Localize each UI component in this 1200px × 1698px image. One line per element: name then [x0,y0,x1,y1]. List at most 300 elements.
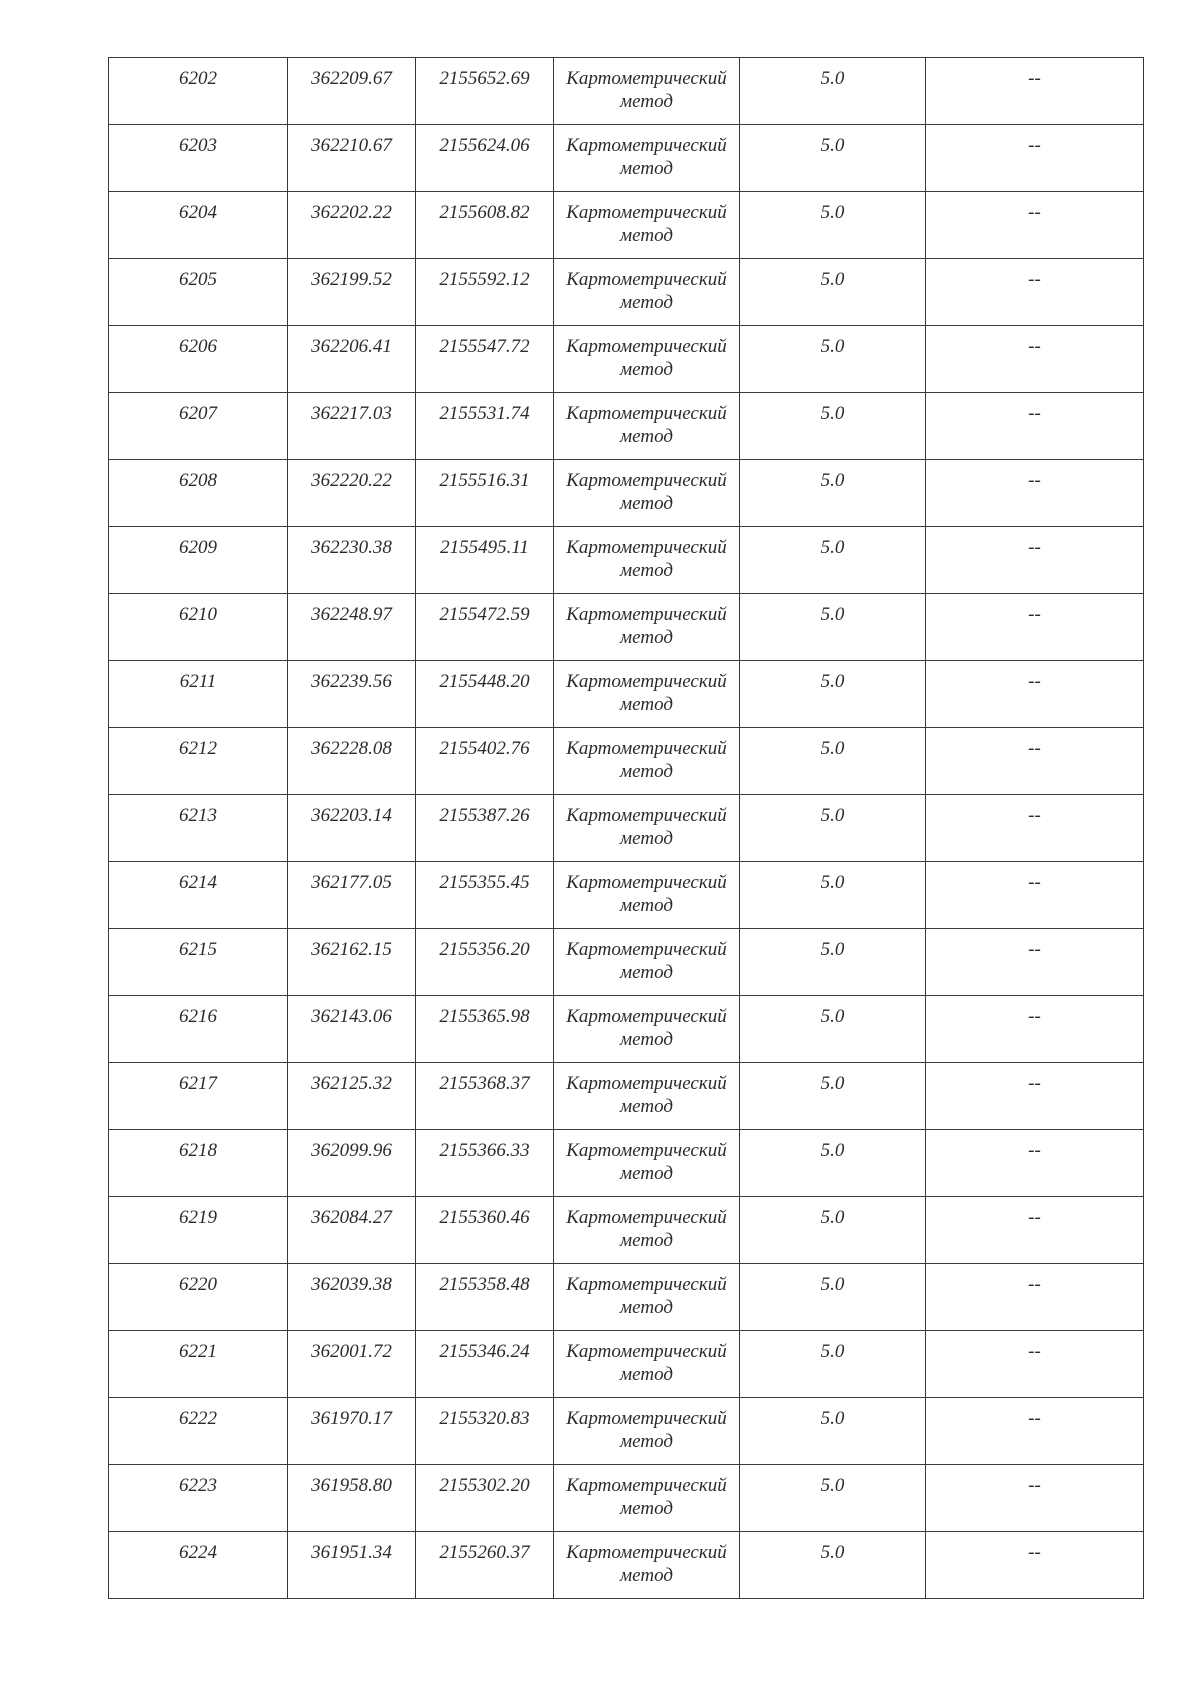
description-cell [926,125,1144,192]
point-number-cell-text: 6205 [179,269,217,290]
point-number-cell [109,192,288,259]
table-row [109,1331,1144,1398]
description-cell [926,996,1144,1063]
point-number-cell-text: 6215 [179,939,217,960]
coordinate-x-cell [288,125,416,192]
description-cell [926,1063,1144,1130]
description-cell [926,393,1144,460]
method-cell-text: Картометрический метод [566,537,727,581]
coordinate-y-cell [416,1331,554,1398]
coordinate-y-cell [416,1130,554,1197]
accuracy-cell-text: 5.0 [820,269,845,290]
table-row [109,259,1144,326]
point-number-cell-text: 6204 [179,202,217,223]
coordinate-y-cell-text: 2155531.74 [439,403,530,424]
coordinate-y-cell [416,1264,554,1331]
coordinate-y-cell-text: 2155402.76 [439,738,530,759]
coordinate-x-cell-text: 362210.67 [311,135,392,156]
coordinate-y-cell-text: 2155387.26 [439,805,530,826]
description-cell [926,259,1144,326]
point-number-cell-text: 6219 [179,1207,217,1228]
method-cell-text: Картометрический метод [566,1475,727,1519]
description-cell-text: -- [1028,872,1041,893]
coordinate-x-cell [288,527,416,594]
point-number-cell [109,1331,288,1398]
point-number-cell-text: 6214 [179,872,217,893]
coordinate-x-cell [288,1532,416,1599]
method-cell-text: Картометрический метод [566,135,727,179]
description-cell [926,728,1144,795]
coordinate-x-cell [288,326,416,393]
accuracy-cell [740,326,926,393]
point-number-cell-text: 6207 [179,403,217,424]
table-row [109,125,1144,192]
table-row [109,58,1144,125]
coordinate-x-cell [288,1264,416,1331]
accuracy-cell [740,661,926,728]
coordinate-x-cell-text: 362217.03 [311,403,392,424]
table-row [109,862,1144,929]
coordinate-x-cell-text: 362001.72 [311,1341,392,1362]
coordinate-y-cell-text: 2155608.82 [439,202,530,223]
description-cell-text: -- [1028,68,1041,89]
coordinate-y-cell [416,661,554,728]
point-number-cell-text: 6210 [179,604,217,625]
description-cell [926,1398,1144,1465]
method-cell [554,728,740,795]
coordinate-y-cell [416,192,554,259]
coordinate-y-cell-text: 2155368.37 [439,1073,530,1094]
method-cell-text: Картометрический метод [566,403,727,447]
accuracy-cell [740,795,926,862]
description-cell [926,795,1144,862]
point-number-cell [109,326,288,393]
description-cell [926,1465,1144,1532]
method-cell-text: Картометрический метод [566,470,727,514]
coordinate-y-cell-text: 2155358.48 [439,1274,530,1295]
description-cell-text: -- [1028,1207,1041,1228]
coordinate-x-cell [288,594,416,661]
description-cell-text: -- [1028,1073,1041,1094]
description-cell [926,460,1144,527]
method-cell [554,996,740,1063]
coordinate-x-cell-text: 362203.14 [311,805,392,826]
point-number-cell-text: 6218 [179,1140,217,1161]
method-cell-text: Картометрический метод [566,939,727,983]
coordinate-y-cell [416,795,554,862]
point-number-cell [109,929,288,996]
coordinate-x-cell-text: 362220.22 [311,470,392,491]
coordinate-x-cell [288,661,416,728]
coordinate-y-cell-text: 2155260.37 [439,1542,530,1563]
coordinate-y-cell [416,393,554,460]
coordinate-x-cell [288,1398,416,1465]
method-cell-text: Картометрический метод [566,1408,727,1452]
coordinate-x-cell [288,393,416,460]
description-cell-text: -- [1028,470,1041,491]
method-cell-text: Картометрический метод [566,1542,727,1586]
point-number-cell [109,1197,288,1264]
coordinate-x-cell-text: 362084.27 [311,1207,392,1228]
coordinate-y-cell-text: 2155547.72 [439,336,530,357]
accuracy-cell [740,1465,926,1532]
coordinate-x-cell [288,1465,416,1532]
point-number-cell-text: 6221 [179,1341,217,1362]
method-cell [554,1063,740,1130]
method-cell-text: Картометрический метод [566,1006,727,1050]
accuracy-cell [740,1130,926,1197]
description-cell-text: -- [1028,537,1041,558]
coordinate-x-cell-text: 362177.05 [311,872,392,893]
point-number-cell-text: 6203 [179,135,217,156]
point-number-cell-text: 6208 [179,470,217,491]
coordinate-x-cell-text: 362206.41 [311,336,392,357]
method-cell-text: Картометрический метод [566,1140,727,1184]
accuracy-cell-text: 5.0 [820,202,845,223]
description-cell [926,192,1144,259]
coordinate-y-cell-text: 2155624.06 [439,135,530,156]
coordinate-x-cell [288,460,416,527]
method-cell-text: Картометрический метод [566,269,727,313]
accuracy-cell [740,460,926,527]
table-row [109,1130,1144,1197]
description-cell-text: -- [1028,1140,1041,1161]
method-cell [554,125,740,192]
accuracy-cell-text: 5.0 [820,537,845,558]
method-cell [554,795,740,862]
description-cell-text: -- [1028,1408,1041,1429]
coordinate-y-cell [416,594,554,661]
description-cell [926,1331,1144,1398]
coordinate-x-cell-text: 362239.56 [311,671,392,692]
coordinate-x-cell [288,996,416,1063]
table-row [109,326,1144,393]
coordinate-x-cell [288,862,416,929]
accuracy-cell-text: 5.0 [820,470,845,491]
accuracy-cell-text: 5.0 [820,1341,845,1362]
coordinate-y-cell-text: 2155592.12 [439,269,530,290]
coordinate-x-cell [288,192,416,259]
coordinate-y-cell [416,259,554,326]
coordinate-x-cell-text: 362202.22 [311,202,392,223]
method-cell-text: Картометрический метод [566,68,727,112]
point-number-cell [109,862,288,929]
table-row [109,929,1144,996]
table-row [109,393,1144,460]
coordinate-x-cell [288,929,416,996]
method-cell [554,1130,740,1197]
method-cell [554,326,740,393]
point-number-cell-text: 6209 [179,537,217,558]
description-cell-text: -- [1028,1006,1041,1027]
coordinate-x-cell-text: 362248.97 [311,604,392,625]
description-cell-text: -- [1028,738,1041,759]
point-number-cell [109,125,288,192]
method-cell-text: Картометрический метод [566,336,727,380]
accuracy-cell [740,1532,926,1599]
point-number-cell-text: 6202 [179,68,217,89]
accuracy-cell [740,728,926,795]
accuracy-cell-text: 5.0 [820,738,845,759]
method-cell [554,259,740,326]
description-cell [926,527,1144,594]
coordinate-y-cell-text: 2155360.46 [439,1207,530,1228]
accuracy-cell-text: 5.0 [820,1542,845,1563]
coordinate-y-cell-text: 2155366.33 [439,1140,530,1161]
point-number-cell [109,393,288,460]
coordinate-x-cell-text: 362143.06 [311,1006,392,1027]
accuracy-cell [740,1398,926,1465]
coordinates-table-body [109,58,1144,1599]
coordinate-y-cell [416,1197,554,1264]
coordinate-y-cell-text: 2155495.11 [440,537,529,558]
method-cell [554,527,740,594]
point-number-cell [109,1130,288,1197]
accuracy-cell [740,1264,926,1331]
coordinate-x-cell-text: 362162.15 [311,939,392,960]
method-cell [554,460,740,527]
point-number-cell-text: 6224 [179,1542,217,1563]
coordinate-y-cell-text: 2155472.59 [439,604,530,625]
accuracy-cell-text: 5.0 [820,1475,845,1496]
coordinates-table [108,57,1144,1599]
accuracy-cell [740,192,926,259]
coordinate-x-cell [288,1331,416,1398]
method-cell [554,661,740,728]
coordinate-y-cell-text: 2155320.83 [439,1408,530,1429]
point-number-cell-text: 6213 [179,805,217,826]
accuracy-cell-text: 5.0 [820,805,845,826]
method-cell [554,58,740,125]
accuracy-cell [740,527,926,594]
table-row [109,594,1144,661]
description-cell-text: -- [1028,939,1041,960]
coordinate-x-cell [288,259,416,326]
description-cell [926,1197,1144,1264]
table-row [109,1532,1144,1599]
description-cell-text: -- [1028,671,1041,692]
method-cell-text: Картометрический метод [566,738,727,782]
method-cell [554,1532,740,1599]
table-row [109,192,1144,259]
method-cell-text: Картометрический метод [566,1073,727,1117]
method-cell-text: Картометрический метод [566,1207,727,1251]
table-row [109,1063,1144,1130]
accuracy-cell-text: 5.0 [820,1408,845,1429]
coordinate-x-cell-text: 361970.17 [311,1408,392,1429]
method-cell-text: Картометрический метод [566,805,727,849]
table-row [109,460,1144,527]
description-cell [926,326,1144,393]
point-number-cell [109,1264,288,1331]
accuracy-cell [740,1331,926,1398]
coordinate-y-cell-text: 2155516.31 [439,470,530,491]
coordinate-y-cell-text: 2155355.45 [439,872,530,893]
point-number-cell [109,795,288,862]
accuracy-cell [740,1197,926,1264]
coordinate-x-cell-text: 362099.96 [311,1140,392,1161]
point-number-cell [109,58,288,125]
accuracy-cell [740,929,926,996]
accuracy-cell [740,1063,926,1130]
coordinate-y-cell-text: 2155356.20 [439,939,530,960]
accuracy-cell-text: 5.0 [820,939,845,960]
coordinate-x-cell-text: 362039.38 [311,1274,392,1295]
coordinate-x-cell [288,1197,416,1264]
coordinate-y-cell-text: 2155365.98 [439,1006,530,1027]
accuracy-cell-text: 5.0 [820,1006,845,1027]
description-cell-text: -- [1028,1475,1041,1496]
coordinate-x-cell [288,1130,416,1197]
point-number-cell-text: 6216 [179,1006,217,1027]
point-number-cell [109,527,288,594]
method-cell-text: Картометрический метод [566,671,727,715]
point-number-cell [109,1532,288,1599]
coordinate-y-cell [416,728,554,795]
accuracy-cell-text: 5.0 [820,336,845,357]
accuracy-cell [740,393,926,460]
coordinate-x-cell-text: 362230.38 [311,537,392,558]
accuracy-cell-text: 5.0 [820,671,845,692]
accuracy-cell-text: 5.0 [820,604,845,625]
point-number-cell [109,594,288,661]
description-cell [926,1264,1144,1331]
table-row [109,1197,1144,1264]
accuracy-cell [740,862,926,929]
method-cell [554,594,740,661]
coordinate-x-cell-text: 362209.67 [311,68,392,89]
coordinate-y-cell [416,527,554,594]
coordinate-y-cell [416,996,554,1063]
coordinate-y-cell [416,1398,554,1465]
point-number-cell [109,1063,288,1130]
coordinate-y-cell [416,326,554,393]
method-cell [554,1197,740,1264]
accuracy-cell-text: 5.0 [820,1073,845,1094]
method-cell [554,929,740,996]
table-row [109,795,1144,862]
point-number-cell [109,996,288,1063]
description-cell [926,862,1144,929]
description-cell-text: -- [1028,135,1041,156]
description-cell [926,1130,1144,1197]
coordinate-x-cell [288,728,416,795]
table-row [109,996,1144,1063]
accuracy-cell [740,996,926,1063]
description-cell-text: -- [1028,1341,1041,1362]
accuracy-cell [740,594,926,661]
coordinate-y-cell [416,1532,554,1599]
method-cell [554,393,740,460]
point-number-cell [109,460,288,527]
method-cell [554,862,740,929]
coordinate-x-cell [288,58,416,125]
description-cell-text: -- [1028,403,1041,424]
point-number-cell-text: 6206 [179,336,217,357]
description-cell [926,1532,1144,1599]
accuracy-cell-text: 5.0 [820,1274,845,1295]
coordinate-y-cell [416,862,554,929]
accuracy-cell-text: 5.0 [820,872,845,893]
table-row [109,1264,1144,1331]
accuracy-cell [740,259,926,326]
method-cell [554,1264,740,1331]
method-cell [554,1398,740,1465]
point-number-cell-text: 6211 [179,671,217,692]
point-number-cell [109,661,288,728]
accuracy-cell [740,58,926,125]
coordinate-x-cell-text: 361951.34 [311,1542,392,1563]
method-cell-text: Картометрический метод [566,1274,727,1318]
coordinate-x-cell-text: 362199.52 [311,269,392,290]
description-cell-text: -- [1028,336,1041,357]
point-number-cell-text: 6217 [179,1073,217,1094]
method-cell [554,1465,740,1532]
coordinate-y-cell-text: 2155448.20 [439,671,530,692]
method-cell-text: Картометрический метод [566,1341,727,1385]
point-number-cell [109,1398,288,1465]
description-cell [926,594,1144,661]
coordinate-y-cell-text: 2155652.69 [439,68,530,89]
accuracy-cell-text: 5.0 [820,68,845,89]
coordinate-y-cell [416,1063,554,1130]
table-row [109,728,1144,795]
coordinate-y-cell-text: 2155302.20 [439,1475,530,1496]
coordinate-y-cell [416,1465,554,1532]
point-number-cell [109,259,288,326]
method-cell-text: Картометрический метод [566,202,727,246]
coordinate-x-cell [288,1063,416,1130]
accuracy-cell-text: 5.0 [820,135,845,156]
method-cell [554,192,740,259]
accuracy-cell-text: 5.0 [820,1207,845,1228]
point-number-cell-text: 6222 [179,1408,217,1429]
accuracy-cell-text: 5.0 [820,1140,845,1161]
description-cell-text: -- [1028,269,1041,290]
description-cell-text: -- [1028,805,1041,826]
coordinate-y-cell [416,58,554,125]
table-row [109,527,1144,594]
coordinate-y-cell [416,929,554,996]
table-row [109,1465,1144,1532]
method-cell-text: Картометрический метод [566,604,727,648]
description-cell [926,929,1144,996]
coordinate-x-cell-text: 362125.32 [311,1073,392,1094]
coordinate-y-cell [416,125,554,192]
description-cell [926,58,1144,125]
description-cell-text: -- [1028,1542,1041,1563]
point-number-cell [109,728,288,795]
accuracy-cell-text: 5.0 [820,403,845,424]
coordinate-x-cell-text: 361958.80 [311,1475,392,1496]
coordinate-y-cell-text: 2155346.24 [439,1341,530,1362]
description-cell-text: -- [1028,202,1041,223]
description-cell [926,661,1144,728]
point-number-cell [109,1465,288,1532]
description-cell-text: -- [1028,604,1041,625]
point-number-cell-text: 6220 [179,1274,217,1295]
coordinate-x-cell [288,795,416,862]
table-row [109,1398,1144,1465]
point-number-cell-text: 6223 [179,1475,217,1496]
point-number-cell-text: 6212 [179,738,217,759]
method-cell [554,1331,740,1398]
coordinate-x-cell-text: 362228.08 [311,738,392,759]
description-cell-text: -- [1028,1274,1041,1295]
coordinate-y-cell [416,460,554,527]
method-cell-text: Картометрический метод [566,872,727,916]
table-row [109,661,1144,728]
